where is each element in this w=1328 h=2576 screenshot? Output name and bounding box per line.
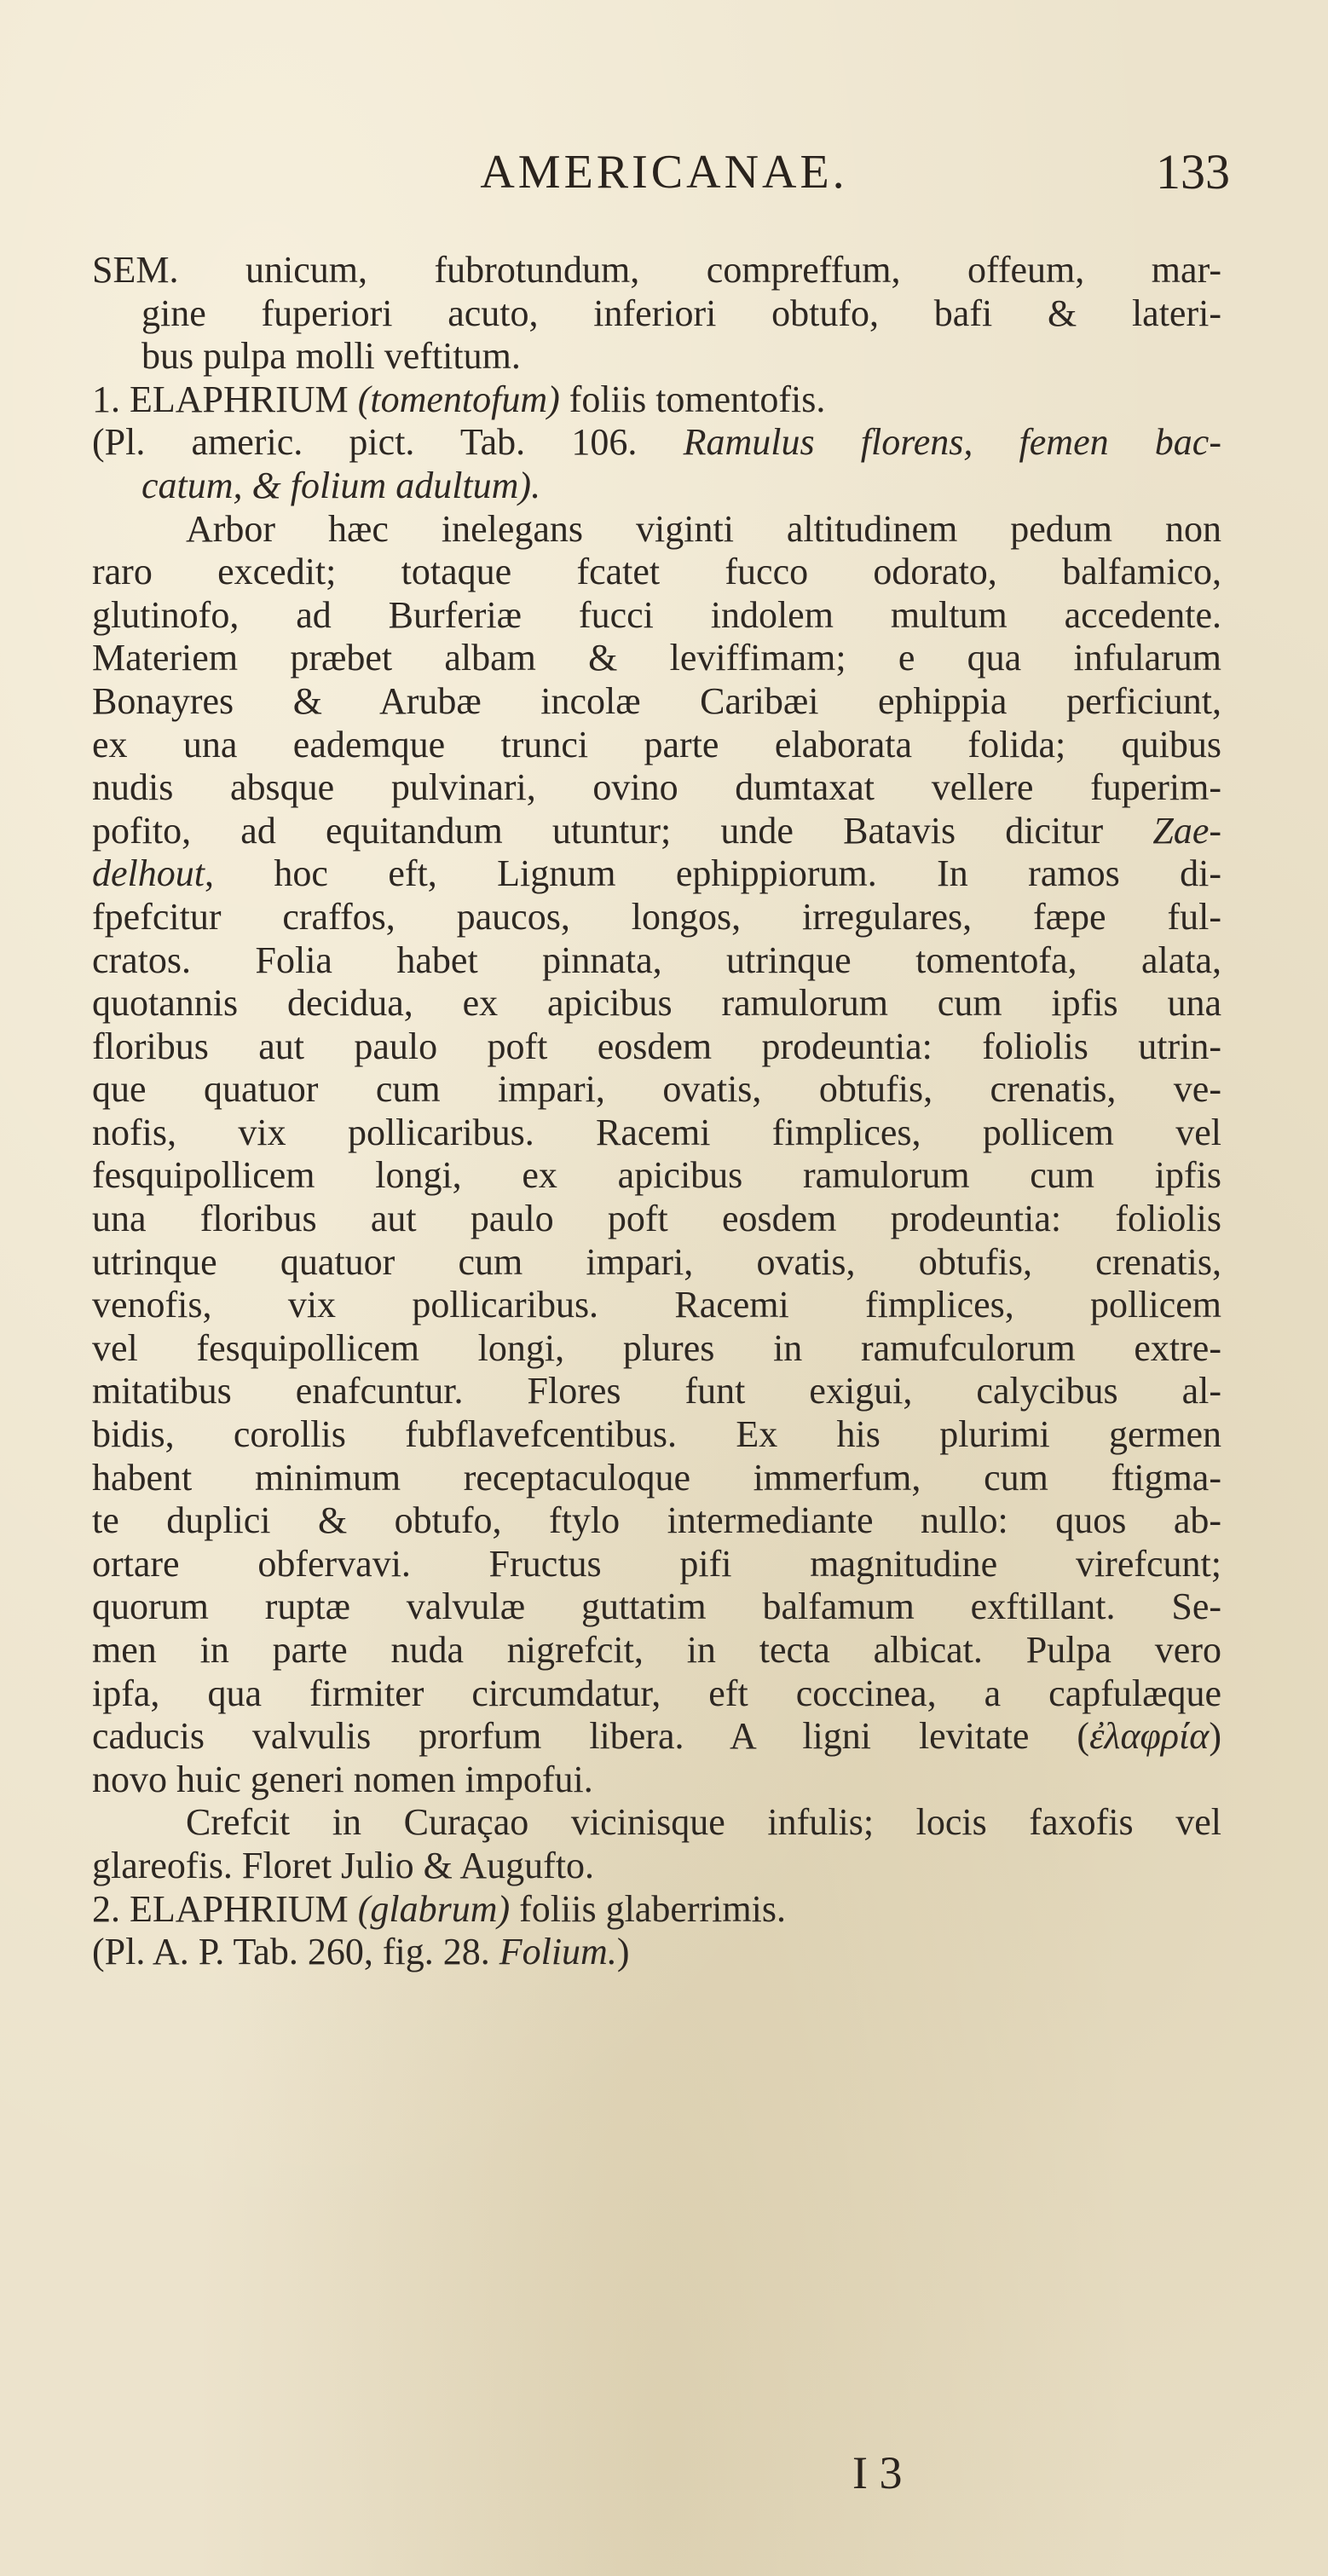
text-line: Bonayres & Arubæ incolæ Caribæi ephippia perficiunt,: [92, 679, 1221, 722]
body-text: [92, 249, 1221, 1974]
text-line: te duplici & obtufo, ftylo intermediante nullo: quos ab-: [92, 1499, 1221, 1542]
text-line: Crefcit in Curaçao vicinisque infulis; locis faxofis vel: [186, 1801, 1221, 1844]
text-line: glutinofo, ad Burferiæ fucci indolem multum accedente.: [92, 593, 1221, 636]
text-line: (Pl. A. P. Tab. 260, fig. 28. Folium.): [92, 1931, 630, 1973]
text-line: habent minimum receptaculoque immerfum, cum ftigma-: [92, 1456, 1221, 1499]
text-line: ex una eademque trunci parte elaborata folida; quibus: [92, 723, 1221, 765]
text-line: novo huic generi nomen impofui.: [92, 1758, 593, 1800]
text-line: bidis, corollis fubflavefcentibus. Ex his plurimi germen: [92, 1413, 1221, 1456]
text-line: nudis absque pulvinari, ovino dumtaxat vellere fuperim-: [92, 766, 1221, 809]
text-line: ortare obfervavi. Fructus pifi magnitudine virefcunt;: [92, 1542, 1221, 1585]
text-line: vel fesquipollicem longi, plures in ramufculorum extre-: [92, 1326, 1221, 1369]
text-line: utrinque quatuor cum impari, ovatis, obtufis, crenatis,: [92, 1240, 1221, 1283]
page-footer: [0, 2429, 1328, 2498]
text-line: glareofis. Floret Julio & Augufto.: [92, 1844, 595, 1886]
species-heading: 2. ELAPHRIUM (glabrum) foliis glaberrimis.: [92, 1887, 786, 1930]
text-line: una floribus aut paulo poft eosdem prodeuntia: foliolis: [92, 1198, 1221, 1240]
text-line: fesquipollicem longi, ex apicibus ramulorum cum ipfis: [92, 1154, 1221, 1197]
text-line: cratos. Folia habet pinnata, utrinque tomentofa, alata,: [92, 939, 1221, 981]
text-line: floribus aut paulo poft eosdem prodeuntia: foliolis utrin-: [92, 1025, 1221, 1067]
signature-mark: I 3: [852, 2447, 903, 2498]
text-line: caducis valvulis prorfum libera. A ligni levitate (ἐλαφρία): [92, 1715, 1221, 1758]
text-line: Materiem præbet albam & leviffimam; e qua infularum: [92, 637, 1221, 679]
text-line: quorum ruptæ valvulæ guttatim balfamum exftillant. Se-: [92, 1585, 1221, 1628]
text-line: delhout, hoc eft, Lignum ephippiorum. In ramos di-: [92, 852, 1221, 895]
text-line: SEM. unicum, fubrotundum, compreffum, offeum, mar-: [92, 249, 1221, 291]
page-number: 133: [1156, 144, 1230, 199]
text-line: bus pulpa molli veftitum.: [141, 335, 521, 378]
species-heading: 1. ELAPHRIUM (tomentofum) foliis tomentofis.: [92, 378, 826, 420]
text-line: gine fuperiori acuto, inferiori obtufo, bafi & lateri-: [141, 292, 1221, 334]
text-line: raro excedit; totaque fcatet fucco odorato, balfamico,: [92, 551, 1221, 593]
text-line: que quatuor cum impari, ovatis, obtufis, crenatis, ve-: [92, 1068, 1221, 1111]
page-header: [0, 128, 1328, 213]
text-line: quotannis decidua, ex apicibus ramulorum cum ipfis una: [92, 982, 1221, 1025]
text-line: fpefcitur craffos, paucos, longos, irregulares, fæpe ful-: [92, 895, 1221, 938]
text-line: Arbor hæc inelegans viginti altitudinem pedum non: [186, 507, 1221, 550]
text-line: catum, & folium adultum).: [141, 464, 541, 506]
text-line: ipfa, qua firmiter circumdatur, eft coccinea, a capfulæque: [92, 1672, 1221, 1714]
text-line: (Pl. americ. pict. Tab. 106. Ramulus florens, femen bac-: [92, 421, 1221, 464]
text-line: pofito, ad equitandum utuntur; unde Batavis dicitur Zae-: [92, 809, 1221, 852]
text-line: men in parte nuda nigrefcit, in tecta albicat. Pulpa vero: [92, 1629, 1221, 1671]
text-line: mitatibus enafcuntur. Flores funt exigui, calycibus al-: [92, 1370, 1221, 1412]
running-title: AMERICANAE.: [480, 146, 848, 199]
text-line: venofis, vix pollicaribus. Racemi fimplices, pollicem: [92, 1284, 1221, 1326]
text-line: nofis, vix pollicaribus. Racemi fimplices, pollicem vel: [92, 1111, 1221, 1153]
